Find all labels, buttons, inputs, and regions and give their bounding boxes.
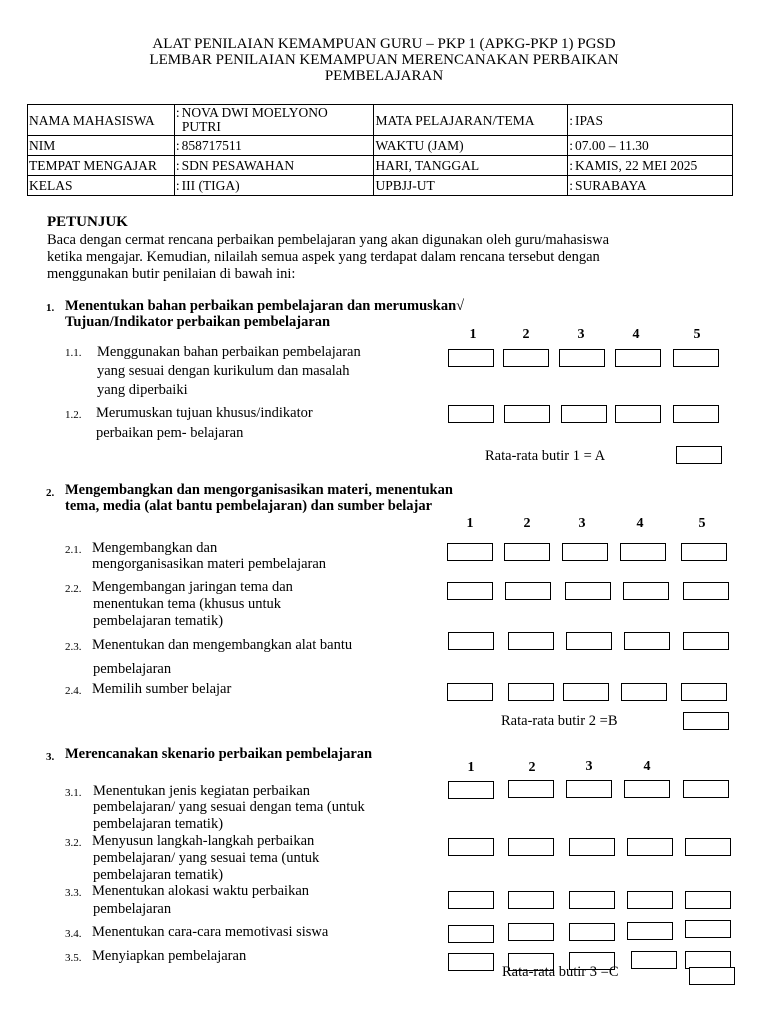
item-text: Memilih sumber belajar [92, 681, 232, 697]
form-title-line3: PEMBELAJARAN [324, 68, 444, 84]
item-text: pembelajaran [93, 901, 172, 917]
item-number: 3.2. [65, 837, 82, 849]
item-text: yang diperbaiki [97, 382, 188, 398]
item-text: Menyusun langkah-langkah perbaikan [92, 833, 315, 849]
section1-heading-line2: Tujuan/Indikator perbaikan pembelajaran [65, 314, 331, 330]
item-number: 2.2. [65, 583, 82, 595]
score-box[interactable] [448, 891, 494, 909]
item-number: 3.1. [65, 787, 82, 799]
section1-heading-line1: Menentukan bahan perbaikan pembelajaran dan merumuskan√ [65, 298, 465, 314]
nim-value [174, 136, 374, 156]
item-text: Menentukan alokasi waktu perbaikan [92, 883, 310, 899]
kelas-value [174, 176, 374, 196]
item-text: pembelajaran/ yang sesuai dengan tema (untuk [93, 799, 365, 815]
petunjuk-line3: menggunakan butir penilaian di bawah ini: [47, 266, 296, 282]
nim-label: NIM [28, 136, 175, 156]
petunjuk-line1: Baca dengan cermat rencana perbaikan pembelajaran yang akan digunakan oleh guru/mahasiswa [47, 232, 610, 248]
section3-heading: Merencanakan skenario perbaikan pembelajaran [65, 746, 373, 762]
item-text: Menentukan jenis kegiatan perbaikan [93, 783, 311, 799]
item-number: 3.4. [65, 928, 82, 940]
scale-label: 4 [632, 327, 640, 342]
score-box[interactable] [448, 838, 494, 856]
section1-number: 1. [46, 302, 55, 314]
scale-label: 3 [585, 759, 593, 774]
score-box[interactable] [508, 683, 554, 701]
score-box[interactable] [563, 683, 609, 701]
upbjj-label: UPBJJ-UT [374, 176, 568, 196]
waktu-value-text: 07.00 – 11.30 [575, 138, 649, 153]
section3-number: 3. [46, 751, 55, 763]
score-box[interactable] [620, 543, 666, 561]
score-box[interactable] [562, 543, 608, 561]
score-box[interactable] [508, 780, 554, 798]
tempat-label: TEMPAT MENGAJAR [28, 156, 175, 176]
average-label-3: Rata-rata butir 3 =C [502, 964, 619, 980]
tempat-value [174, 156, 374, 176]
scale-label: 5 [693, 327, 701, 342]
score-box[interactable] [683, 632, 729, 650]
average-label-2: Rata-rata butir 2 =B [501, 713, 618, 729]
score-box[interactable] [448, 405, 494, 423]
score-box[interactable] [569, 838, 615, 856]
scale-label: 4 [636, 516, 644, 531]
item-text: Menggunakan bahan perbaikan pembelajaran [97, 344, 361, 360]
scale-label: 3 [578, 516, 586, 531]
info-row [28, 136, 733, 156]
info-row [28, 176, 733, 196]
score-box[interactable] [681, 543, 727, 561]
score-box[interactable] [624, 780, 670, 798]
score-box[interactable] [447, 543, 493, 561]
scale-label: 2 [522, 327, 530, 342]
score-box[interactable] [508, 891, 554, 909]
form-title-line2: LEMBAR PENILAIAN KEMAMPUAN MERENCANAKAN PERBAIKAN [149, 52, 619, 68]
average-box-3[interactable] [689, 967, 735, 985]
item-text: pembelajaran/ yang sesuai tema (untuk [93, 850, 320, 866]
item-text: pembelajaran tematik) [93, 613, 224, 629]
score-box[interactable] [448, 781, 494, 799]
score-box[interactable] [631, 951, 677, 969]
item-number: 2.3. [65, 641, 82, 653]
score-box[interactable] [569, 923, 615, 941]
item-number: 2.4. [65, 685, 82, 697]
score-box[interactable] [615, 349, 661, 367]
item-text: Menentukan dan mengembangkan alat bantu [92, 637, 353, 653]
score-box[interactable] [685, 920, 731, 938]
score-box[interactable] [503, 349, 549, 367]
item-text: Mengembangan jaringan tema dan [92, 579, 293, 595]
nama-label: NAMA MAHASISWA [28, 105, 175, 136]
score-box[interactable] [504, 543, 550, 561]
item-text: Menyiapkan pembelajaran [92, 948, 247, 964]
score-box[interactable] [559, 349, 605, 367]
scale-label: 4 [643, 759, 651, 774]
item-text: pembelajaran tematik) [93, 816, 224, 832]
score-box[interactable] [565, 582, 611, 600]
item-number: 2.1. [65, 544, 82, 556]
score-box[interactable] [447, 582, 493, 600]
score-box[interactable] [504, 405, 550, 423]
nim-value-text: 858717511 [181, 138, 242, 153]
score-box[interactable] [621, 683, 667, 701]
kelas-value-text: III (TIGA) [181, 178, 240, 193]
score-box[interactable] [683, 780, 729, 798]
tempat-value-text: SDN PESAWAHAN [181, 158, 295, 173]
score-box[interactable] [447, 683, 493, 701]
item-text: Mengembangkan dan [92, 540, 218, 556]
scale-label: 5 [698, 516, 706, 531]
hari-label: HARI, TANGGAL [374, 156, 568, 176]
scale-label: 1 [466, 516, 474, 531]
score-box[interactable] [681, 683, 727, 701]
score-box[interactable] [448, 349, 494, 367]
item-text: perbaikan pem- belajaran [96, 425, 244, 441]
item-text: menentukan tema (khusus untuk [93, 596, 282, 612]
score-box[interactable] [508, 838, 554, 856]
upbjj-value-text: SURABAYA [575, 178, 647, 193]
average-box-2[interactable] [683, 712, 729, 730]
scale-label: 3 [577, 327, 585, 342]
item-number: 1.2. [65, 409, 82, 421]
waktu-label: WAKTU (JAM) [374, 136, 568, 156]
score-box[interactable] [566, 632, 612, 650]
section2-heading-line1: Mengembangkan dan mengorganisasikan materi, menentukan [65, 482, 453, 498]
item-text: Menentukan cara-cara memotivasi siswa [92, 924, 329, 940]
item-text: pembelajaran [93, 661, 172, 677]
section2-number: 2. [46, 487, 55, 499]
score-box[interactable] [623, 582, 669, 600]
item-text: yang sesuai dengan kurikulum dan masalah [97, 363, 350, 379]
student-info-table [27, 104, 733, 196]
score-box[interactable] [569, 891, 615, 909]
hari-value-text: KAMIS, 22 MEI 2025 [575, 158, 698, 173]
nama-value [174, 105, 374, 136]
item-text: pembelajaran tematik) [93, 867, 224, 883]
scale-label: 1 [467, 760, 475, 775]
score-box[interactable] [673, 349, 719, 367]
score-box[interactable] [566, 780, 612, 798]
score-box[interactable] [627, 838, 673, 856]
info-row [28, 156, 733, 176]
score-box[interactable] [683, 582, 729, 600]
score-box[interactable] [448, 632, 494, 650]
item-number: 3.5. [65, 952, 82, 964]
score-box[interactable] [615, 405, 661, 423]
kelas-label: KELAS [28, 176, 175, 196]
score-box[interactable] [685, 891, 731, 909]
score-box[interactable] [508, 632, 554, 650]
score-box[interactable] [561, 405, 607, 423]
mapel-label: MATA PELAJARAN/TEMA [374, 105, 568, 136]
nama-value-line1: NOVA DWI MOELYONO [181, 105, 328, 120]
waktu-value [568, 136, 733, 156]
upbjj-value [568, 176, 733, 196]
hari-value [568, 156, 733, 176]
average-label-1: Rata-rata butir 1 = A [485, 448, 606, 464]
score-box[interactable] [624, 632, 670, 650]
score-box[interactable] [685, 838, 731, 856]
item-text: mengorganisasikan materi pembelajaran [92, 556, 327, 572]
section2-heading-line2: tema, media (alat bantu pembelajaran) dan sumber belajar [65, 498, 433, 514]
score-box[interactable] [505, 582, 551, 600]
nama-value-line2: PUTRI [181, 119, 221, 134]
score-box[interactable] [673, 405, 719, 423]
item-number: 3.3. [65, 887, 82, 899]
score-box[interactable] [448, 925, 494, 943]
score-box[interactable] [508, 923, 554, 941]
petunjuk-line2: ketika mengajar. Kemudian, nilailah semua aspek yang terdapat dalam rencana tersebut dengan [47, 249, 600, 265]
scale-label: 2 [523, 516, 531, 531]
info-row [28, 105, 733, 136]
form-title-line1: ALAT PENILAIAN KEMAMPUAN GURU – PKP 1 (APKG-PKP 1) PGSD [152, 36, 616, 52]
score-box[interactable] [627, 922, 673, 940]
mapel-value-text: IPAS [575, 112, 604, 128]
scale-label: 1 [469, 327, 477, 342]
average-box-1[interactable] [676, 446, 722, 464]
scale-label: 2 [528, 760, 536, 775]
petunjuk-heading: PETUNJUK [47, 214, 128, 230]
score-box[interactable] [627, 891, 673, 909]
item-number: 1.1. [65, 347, 82, 359]
score-box[interactable] [448, 953, 494, 971]
mapel-value [568, 105, 733, 136]
item-text: Merumuskan tujuan khusus/indikator [96, 405, 313, 421]
